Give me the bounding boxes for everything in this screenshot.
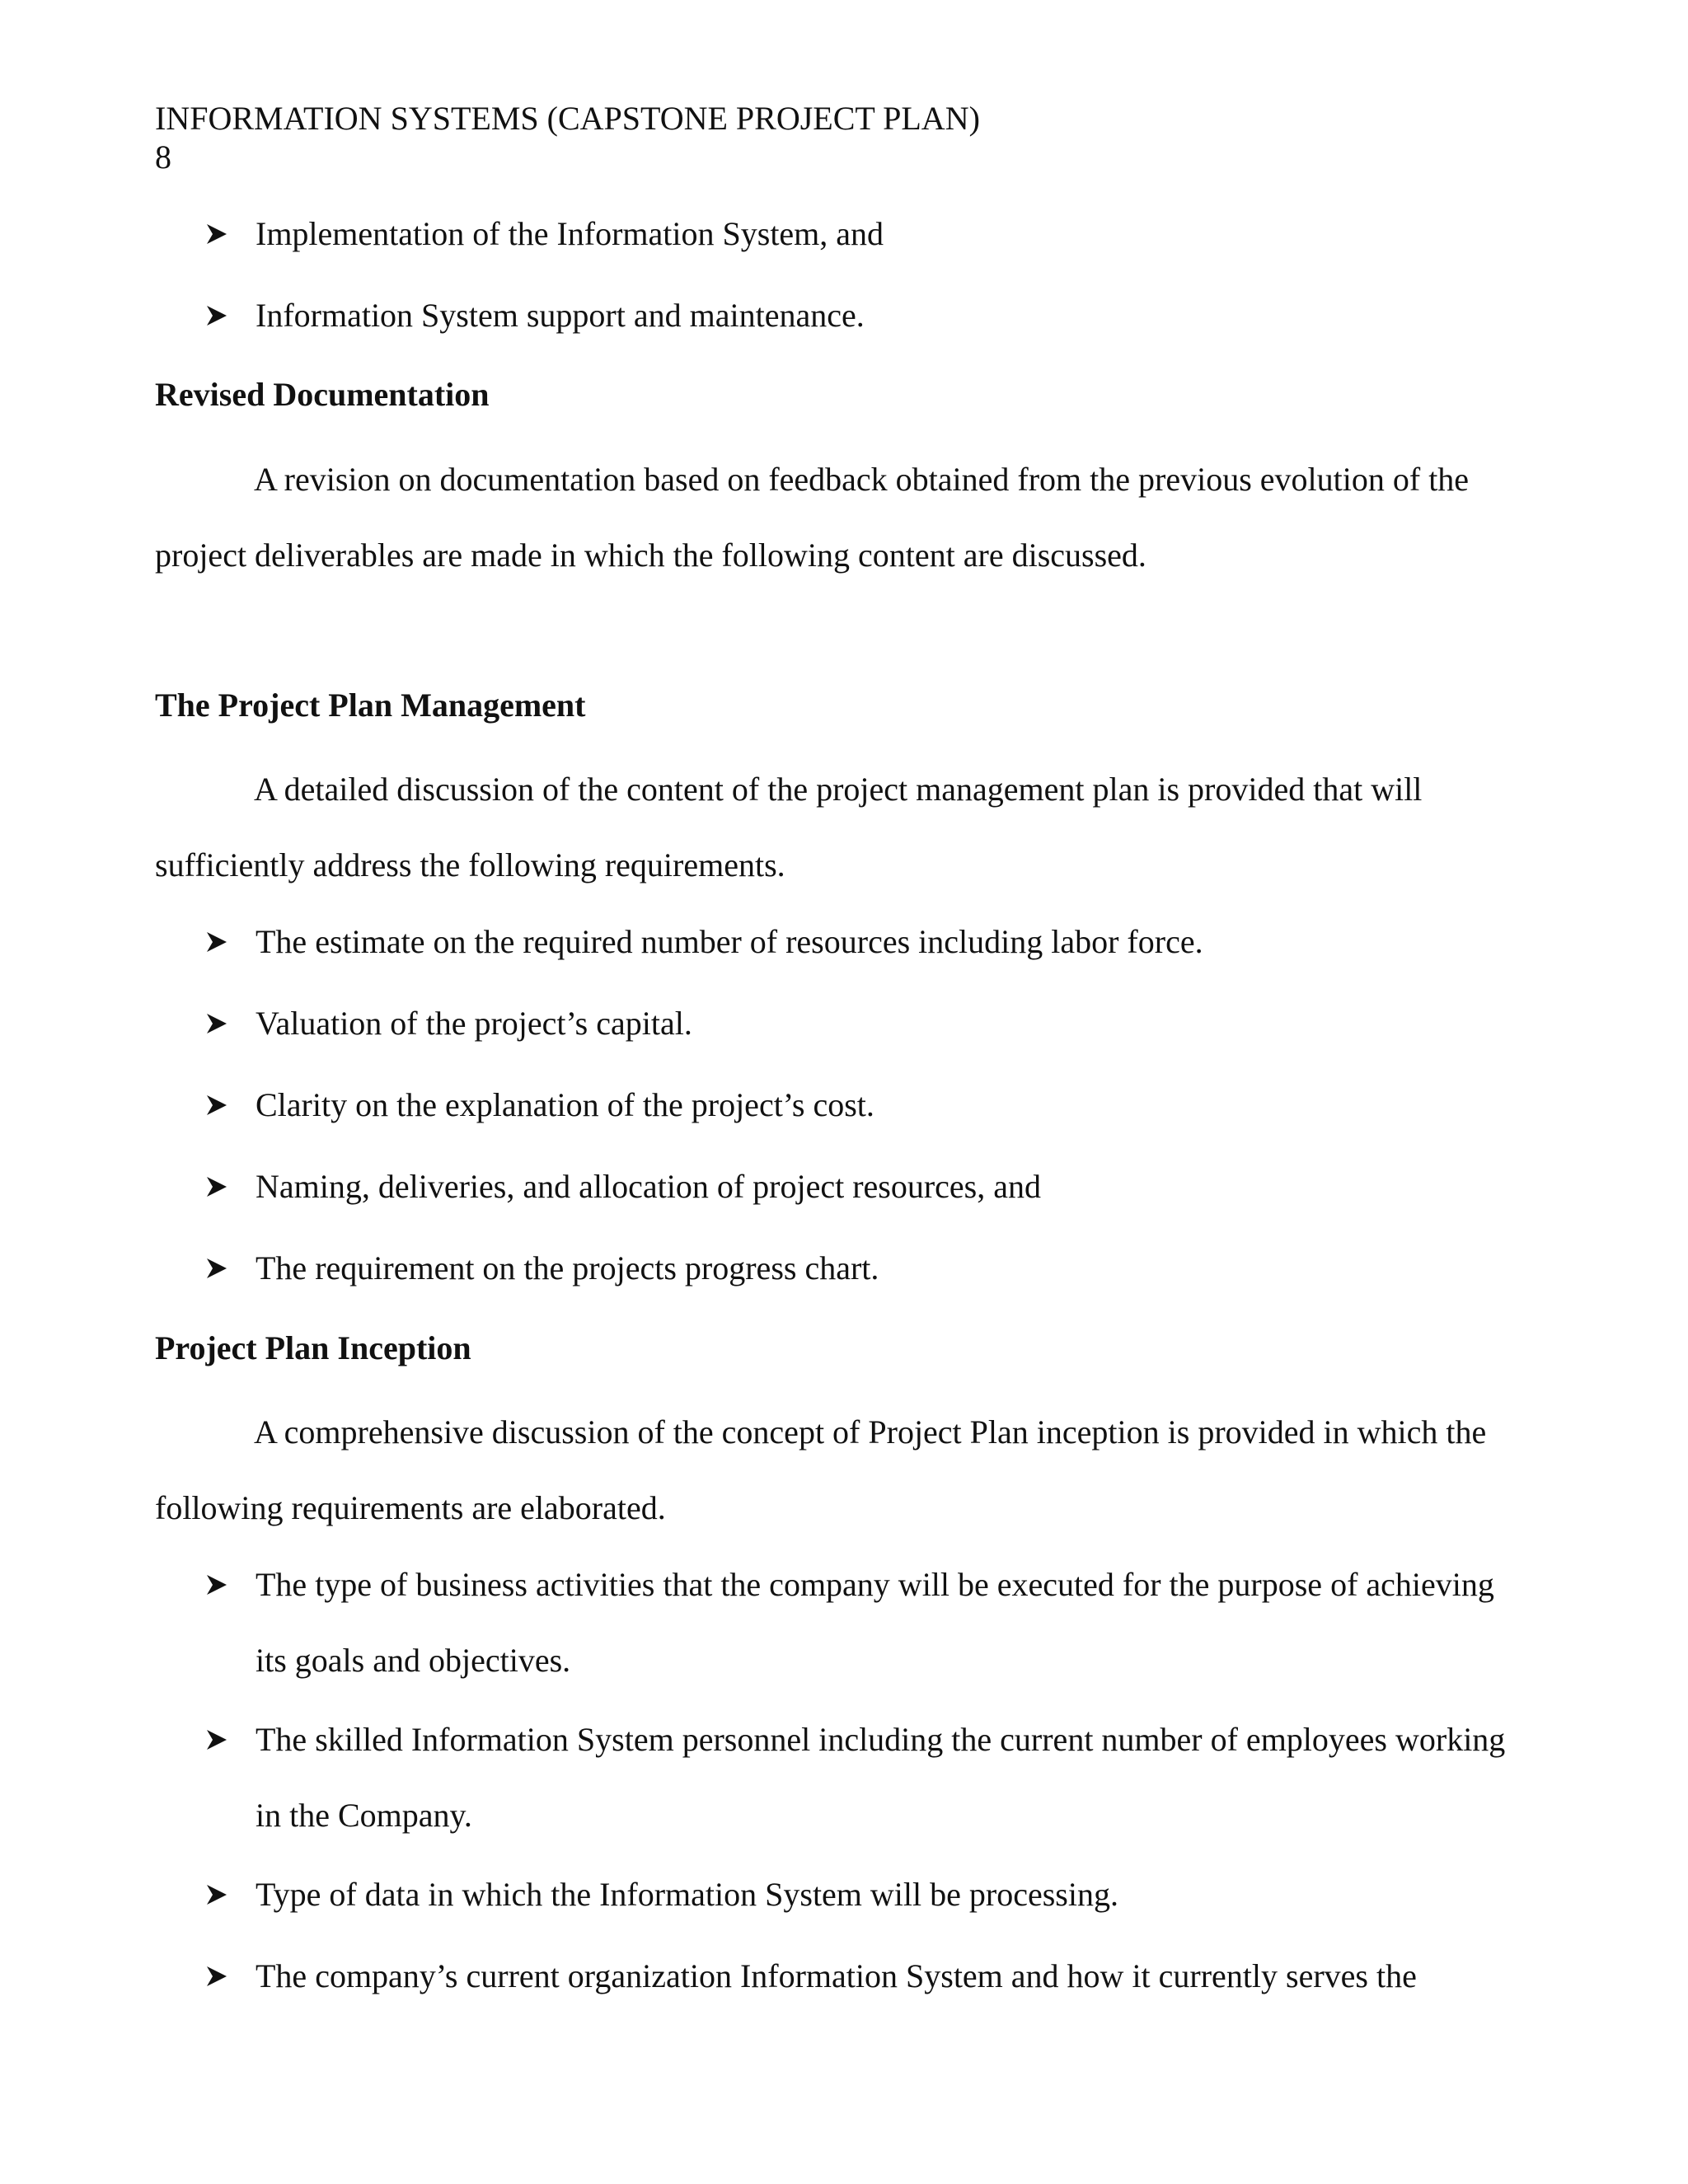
list-item-text: The estimate on the required number of resources including labor force. — [256, 923, 1203, 960]
list-item-text: The company’s current organization Information System and how it currently serves the — [256, 1957, 1417, 1994]
paragraph: A detailed discussion of the content of the project management plan is provided that will sufficiently address the following requirements. — [155, 771, 1423, 883]
list-item — [206, 1702, 1508, 1854]
list-item — [206, 904, 1508, 980]
list-item-text: The requirement on the projects progress chart. — [256, 1249, 879, 1286]
list-item — [206, 1938, 1508, 2014]
list-item — [206, 1067, 1508, 1143]
list-item — [206, 986, 1508, 1062]
paragraph: A revision on documentation based on feedback obtained from the previous evolution of the project deliverables are made in which the following content are discussed. — [155, 461, 1470, 574]
list-item — [206, 278, 1508, 354]
section-heading: Project Plan Inception — [155, 1329, 471, 1366]
paragraph: A comprehensive discussion of the concept of Project Plan inception is provided in which the following requirements are elaborated. — [155, 1413, 1487, 1526]
list-item-text: Clarity on the explanation of the project’s cost. — [256, 1086, 874, 1123]
section-heading: The Project Plan Management — [155, 687, 586, 724]
running-head — [155, 99, 980, 176]
list-item-text: Implementation of the Information System, and — [256, 215, 884, 252]
list-item-text: Type of data in which the Information System will be processing. — [256, 1876, 1118, 1913]
list-item-text: The skilled Information System personnel including the current number of employees working in the Company. — [256, 1721, 1506, 1834]
list-item — [206, 1149, 1508, 1225]
section-heading: Revised Documentation — [155, 376, 490, 413]
page-number: 8 — [155, 138, 171, 176]
list-item-text: Information System support and maintenance. — [256, 297, 865, 334]
list-item — [206, 196, 1508, 272]
list-item-text: The type of business activities that the company will be executed for the purpose of achieving its goals and objectives. — [256, 1566, 1494, 1679]
list-item — [206, 1857, 1508, 1933]
list-item-text: Valuation of the project’s capital. — [256, 1005, 692, 1042]
running-title: INFORMATION SYSTEMS (CAPSTONE PROJECT PLAN) — [155, 100, 980, 137]
list-item-text: Naming, deliveries, and allocation of project resources, and — [256, 1168, 1041, 1205]
list-item — [206, 1547, 1508, 1699]
list-item — [206, 1230, 1508, 1306]
